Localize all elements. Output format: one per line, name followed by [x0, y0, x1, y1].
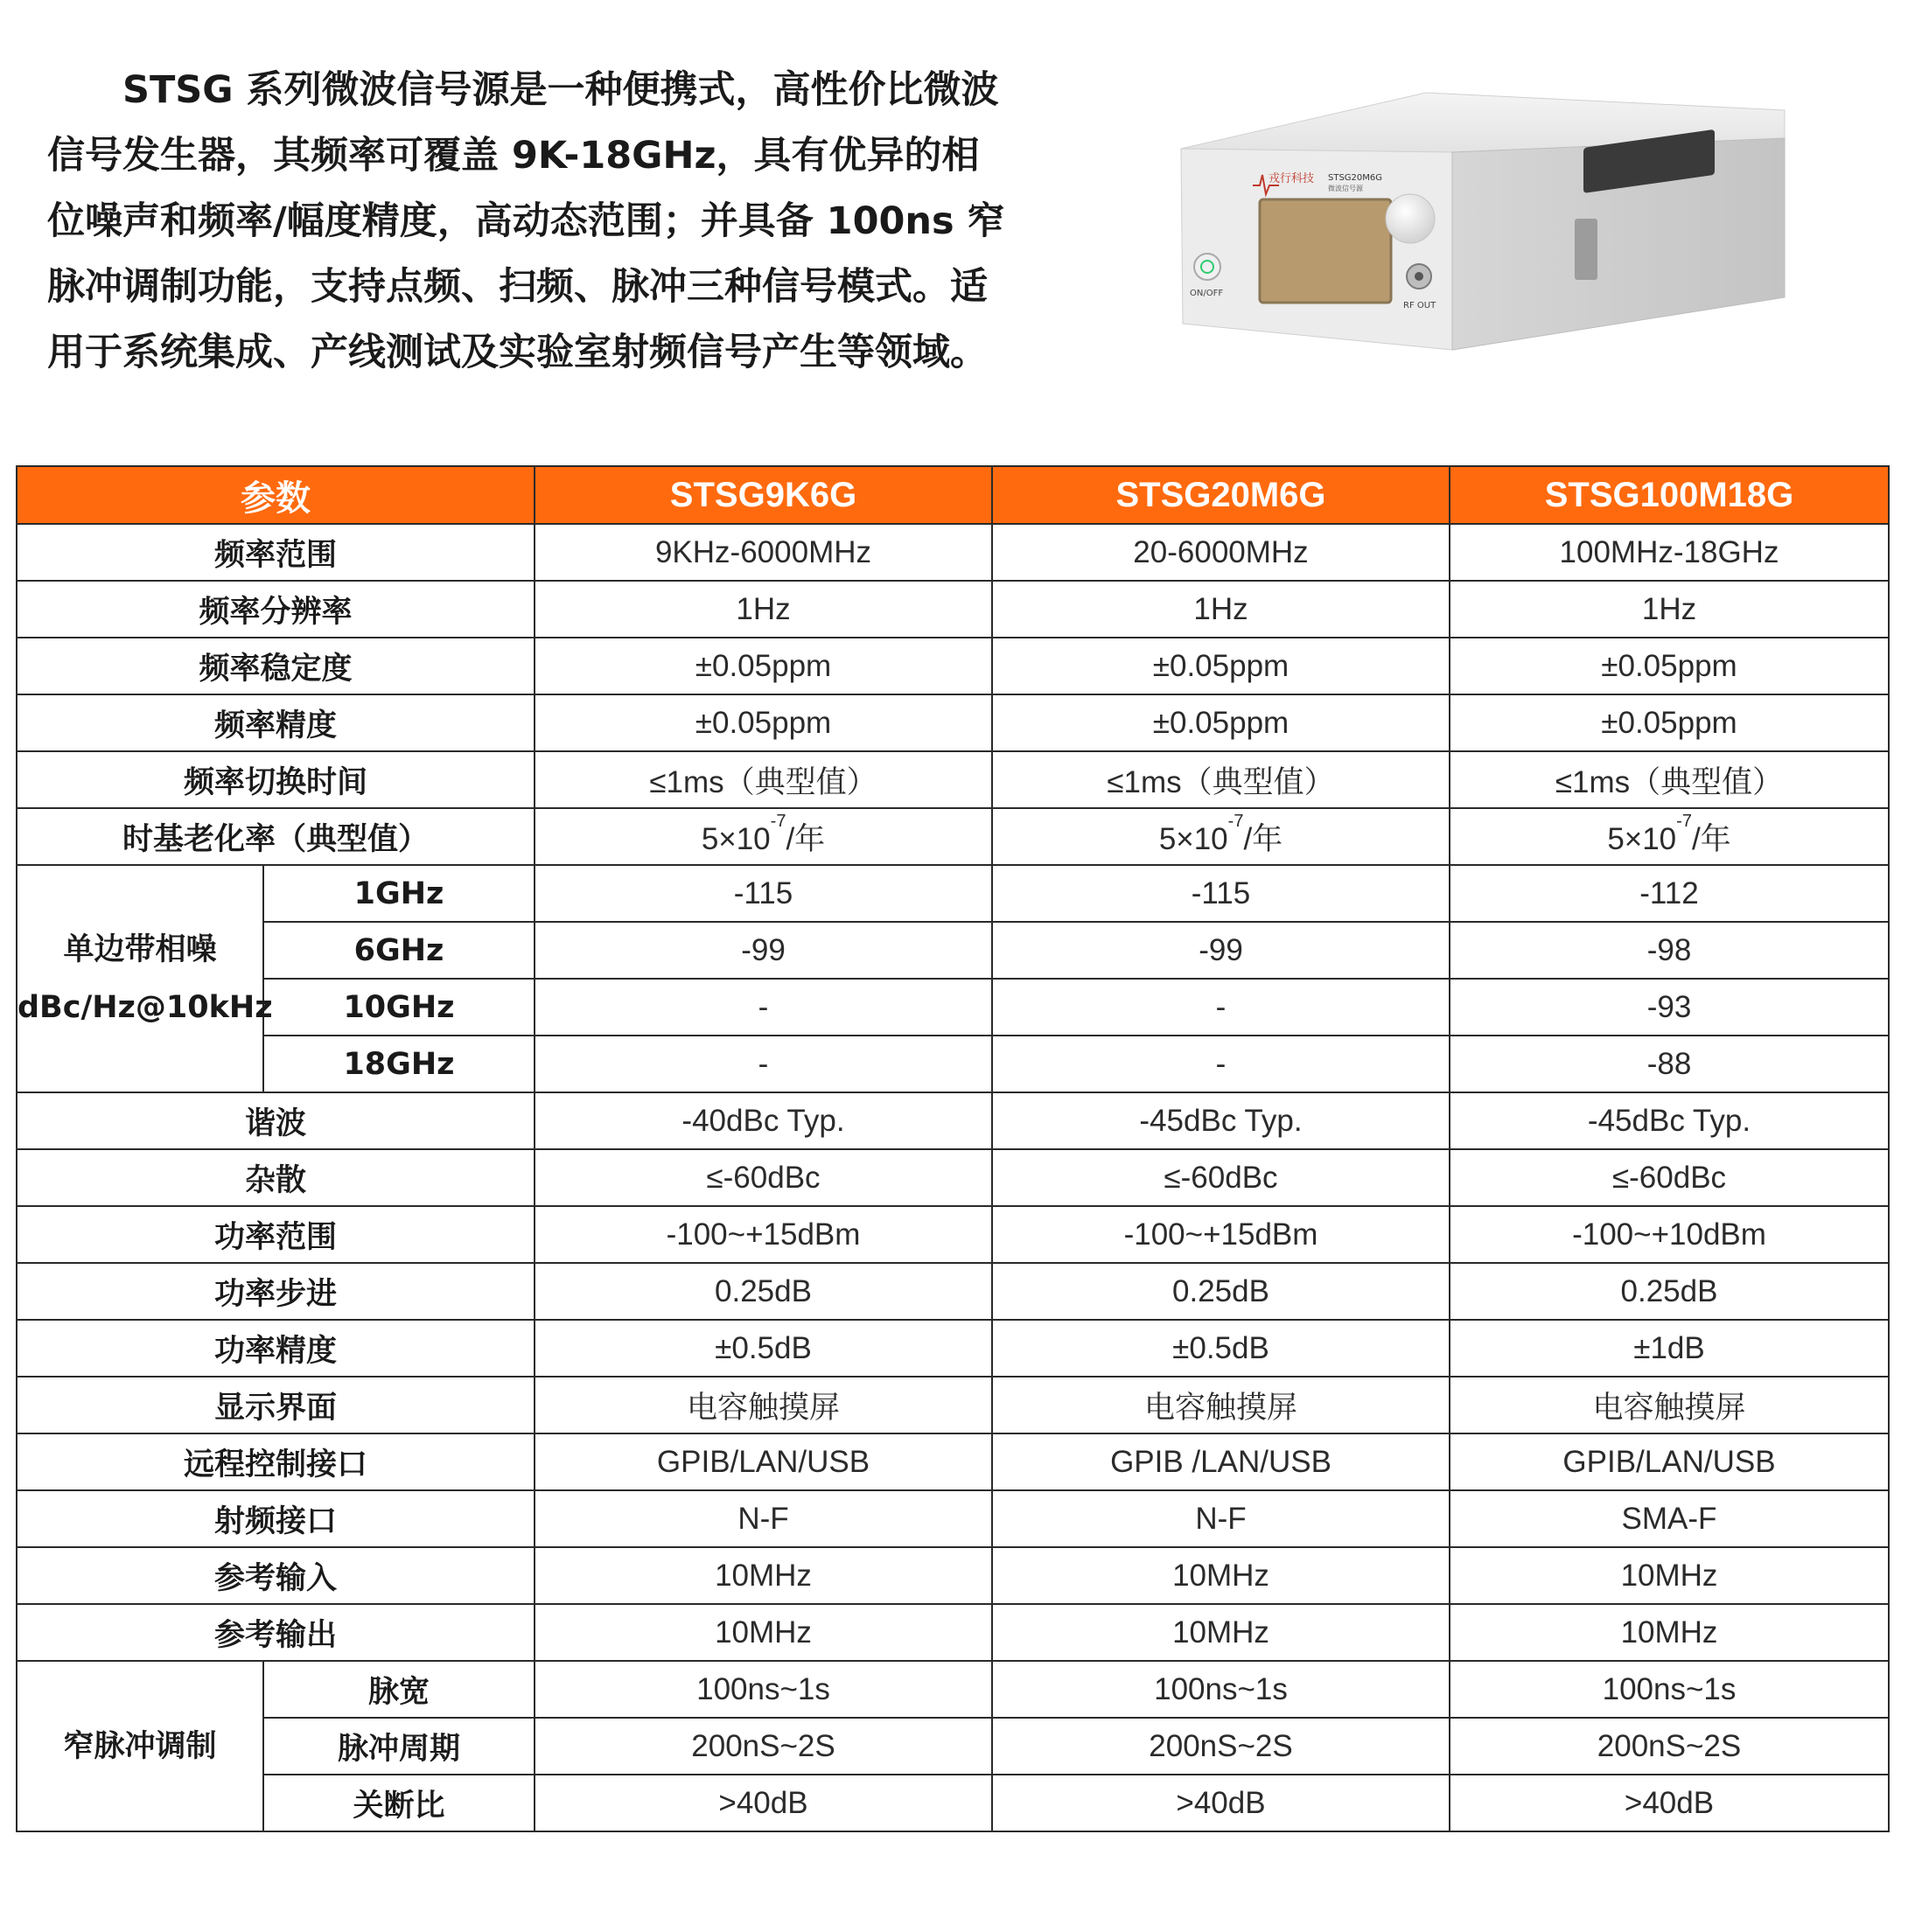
- row-label: 功率精度: [17, 1320, 535, 1377]
- cell-value: SMA-F: [1450, 1490, 1889, 1547]
- cell-value: -: [992, 979, 1450, 1036]
- sub-label: 脉宽: [263, 1661, 535, 1718]
- intro-line: 用于系统集成、产线测试及实验室射频信号产生等领域。: [47, 331, 988, 374]
- row-label: 谐波: [17, 1092, 535, 1149]
- cell-value: 200nS~2S: [1450, 1718, 1889, 1775]
- sub-label: 1GHz: [263, 865, 535, 922]
- table-row: [17, 1377, 1889, 1433]
- cell-value: -: [535, 1036, 992, 1092]
- phase-noise-label-line1: 单边带相噪: [63, 932, 217, 967]
- cell-value: ±1dB: [1450, 1320, 1889, 1377]
- model-label: STSG20M6G: [1328, 173, 1383, 183]
- cell-value: ≤-60dBc: [535, 1149, 992, 1206]
- brand-logo-text: 戎行科技: [1269, 172, 1315, 185]
- cell-value: ≤-60dBc: [992, 1149, 1450, 1206]
- cell-value: 200nS~2S: [992, 1718, 1450, 1775]
- cell-value: -100~+10dBm: [1450, 1206, 1889, 1263]
- cell-value: -: [992, 1036, 1450, 1092]
- cell-value: 10MHz: [535, 1604, 992, 1661]
- table-row: [17, 1661, 1889, 1718]
- table-row: [17, 1547, 1889, 1604]
- header-model: STSG100M18G: [1450, 466, 1889, 524]
- cell-value: ±0.05ppm: [535, 638, 992, 694]
- cell-value: 电容触摸屏: [535, 1377, 992, 1433]
- power-label: ON/OFF: [1190, 289, 1224, 298]
- table-row: [17, 1092, 1889, 1149]
- cell-value: ±0.05ppm: [1450, 638, 1889, 694]
- spec-table: [16, 465, 1890, 1832]
- table-row: [17, 1718, 1889, 1775]
- cell-value: N-F: [992, 1490, 1450, 1547]
- cell-value: 0.25dB: [535, 1263, 992, 1320]
- cell-value: -115: [992, 865, 1450, 922]
- aging-mantissa: 5×10: [1158, 821, 1228, 856]
- table-row: [17, 694, 1889, 751]
- cell-value: ±0.05ppm: [992, 694, 1450, 751]
- table-row: [17, 979, 1889, 1036]
- cell-value: 0.25dB: [992, 1263, 1450, 1320]
- cell-value: -115: [535, 865, 992, 922]
- phase-noise-label: [17, 865, 273, 1092]
- cell-value: 0.25dB: [1450, 1263, 1889, 1320]
- phase-noise-label-line2: dBc/Hz@10kHz: [17, 990, 273, 1025]
- cell-value: ≤1ms（典型值）: [992, 751, 1450, 808]
- cell-value: 10MHz: [992, 1547, 1450, 1604]
- cell-value: GPIB/LAN/USB: [535, 1433, 992, 1490]
- header-model: STSG9K6G: [535, 466, 992, 524]
- row-label: 频率范围: [17, 524, 535, 581]
- aging-unit: /年: [1691, 821, 1731, 856]
- cell-value: 10MHz: [992, 1604, 1450, 1661]
- intro-line: STSG 系列微波信号源是一种便携式，高性价比微波: [122, 68, 999, 112]
- cell-value: ±0.5dB: [992, 1320, 1450, 1377]
- display-screen: [1260, 199, 1391, 303]
- cell-value: >40dB: [992, 1775, 1450, 1831]
- table-row: [17, 638, 1889, 694]
- intro-line: 位噪声和频率/幅度精度，高动态范围；并具备 100ns 窄: [47, 199, 1005, 243]
- table-row: [17, 1149, 1889, 1206]
- aging-cell: [992, 808, 1450, 865]
- aging-cell: [535, 808, 992, 865]
- table-row: [17, 1433, 1889, 1490]
- row-label: 显示界面: [17, 1377, 535, 1433]
- cell-value: 9KHz-6000MHz: [535, 524, 992, 581]
- cell-value: -100~+15dBm: [992, 1206, 1450, 1263]
- row-label: 参考输入: [17, 1547, 535, 1604]
- table-row: [17, 1320, 1889, 1377]
- cell-value: 200nS~2S: [535, 1718, 992, 1775]
- sub-label: 脉冲周期: [263, 1718, 535, 1775]
- cell-value: 电容触摸屏: [992, 1377, 1450, 1433]
- cell-value: -98: [1450, 922, 1889, 979]
- header-param: 参数: [17, 466, 535, 524]
- cell-value: ≤-60dBc: [1450, 1149, 1889, 1206]
- row-label: 时基老化率（典型值）: [17, 808, 535, 865]
- rotary-knob-icon: [1386, 194, 1435, 243]
- cell-value: 100MHz-18GHz: [1450, 524, 1889, 581]
- row-label: 频率分辨率: [17, 581, 535, 638]
- cell-value: ±0.5dB: [535, 1320, 992, 1377]
- aging-unit: /年: [1243, 821, 1283, 856]
- cell-value: -93: [1450, 979, 1889, 1036]
- cell-value: -45dBc Typ.: [1450, 1092, 1889, 1149]
- cell-value: 电容触摸屏: [1450, 1377, 1889, 1433]
- aging-mantissa: 5×10: [1607, 821, 1677, 856]
- cell-value: ≤1ms（典型值）: [1450, 751, 1889, 808]
- cell-value: ≤1ms（典型值）: [535, 751, 992, 808]
- aging-exponent: -7: [1227, 811, 1244, 831]
- table-row: [17, 1775, 1889, 1831]
- sub-label: 关断比: [263, 1775, 535, 1831]
- cell-value: 10MHz: [535, 1547, 992, 1604]
- cell-value: N-F: [535, 1490, 992, 1547]
- sub-label: 18GHz: [263, 1036, 535, 1092]
- aging-exponent: -7: [770, 811, 786, 831]
- cell-value: >40dB: [1450, 1775, 1889, 1831]
- cell-value: 1Hz: [535, 581, 992, 638]
- cell-value: ±0.05ppm: [1450, 694, 1889, 751]
- sub-label: 6GHz: [263, 922, 535, 979]
- cell-value: 10MHz: [1450, 1547, 1889, 1604]
- row-label: 功率步进: [17, 1263, 535, 1320]
- cell-value: -99: [535, 922, 992, 979]
- cell-value: 100ns~1s: [535, 1661, 992, 1718]
- cell-value: ±0.05ppm: [535, 694, 992, 751]
- cell-value: 1Hz: [992, 581, 1450, 638]
- table-row: [17, 1036, 1889, 1092]
- cell-value: 1Hz: [1450, 581, 1889, 638]
- row-label: 杂散: [17, 1149, 535, 1206]
- header-model: STSG20M6G: [992, 466, 1450, 524]
- model-subtitle: 微波信号源: [1328, 185, 1363, 192]
- product-image: [1172, 87, 1802, 376]
- cell-value: -40dBc Typ.: [535, 1092, 992, 1149]
- table-row: [17, 1263, 1889, 1320]
- table-header-row: [17, 466, 1889, 524]
- pulse-group-label: 窄脉冲调制: [17, 1661, 263, 1831]
- rf-out-label: RF OUT: [1403, 301, 1436, 310]
- sub-label: 10GHz: [263, 979, 535, 1036]
- row-label: 参考输出: [17, 1604, 535, 1661]
- row-label: 频率切换时间: [17, 751, 535, 808]
- table-row: [17, 524, 1889, 581]
- aging-exponent: -7: [1676, 811, 1692, 831]
- cell-value: 100ns~1s: [1450, 1661, 1889, 1718]
- table-row: [17, 751, 1889, 808]
- table-row: [17, 581, 1889, 638]
- aging-mantissa: 5×10: [701, 821, 771, 856]
- table-row: [17, 808, 1889, 865]
- row-label: 频率精度: [17, 694, 535, 751]
- signal-generator-illustration: [1172, 87, 1802, 376]
- cell-value: -45dBc Typ.: [992, 1092, 1450, 1149]
- cell-value: -: [535, 979, 992, 1036]
- table-row: [17, 1490, 1889, 1547]
- table-row: [17, 922, 1889, 979]
- cell-value: 20-6000MHz: [992, 524, 1450, 581]
- cell-value: -88: [1450, 1036, 1889, 1092]
- cell-value: 10MHz: [1450, 1604, 1889, 1661]
- cell-value: GPIB /LAN/USB: [992, 1433, 1450, 1490]
- cell-value: ±0.05ppm: [992, 638, 1450, 694]
- aging-cell: [1450, 808, 1889, 865]
- row-label: 频率稳定度: [17, 638, 535, 694]
- intro-line: 脉冲调制功能，支持点频、扫频、脉冲三种信号模式。适: [47, 265, 988, 309]
- cell-value: GPIB/LAN/USB: [1450, 1433, 1889, 1490]
- cell-value: -100~+15dBm: [535, 1206, 992, 1263]
- cell-value: -99: [992, 922, 1450, 979]
- row-label: 功率范围: [17, 1206, 535, 1263]
- cell-value: -112: [1450, 865, 1889, 922]
- intro-line: 信号发生器，其频率可覆盖 9K-18GHz，具有优异的相: [47, 134, 980, 178]
- row-label: 射频接口: [17, 1490, 535, 1547]
- power-button-icon: [1194, 254, 1220, 280]
- table-row: [17, 1604, 1889, 1661]
- table-row: [17, 1206, 1889, 1263]
- table-row: [17, 865, 1889, 922]
- cell-value: 100ns~1s: [992, 1661, 1450, 1718]
- aging-unit: /年: [786, 821, 826, 856]
- intro-paragraph: [47, 58, 1005, 386]
- row-label: 远程控制接口: [17, 1433, 535, 1490]
- cell-value: >40dB: [535, 1775, 992, 1831]
